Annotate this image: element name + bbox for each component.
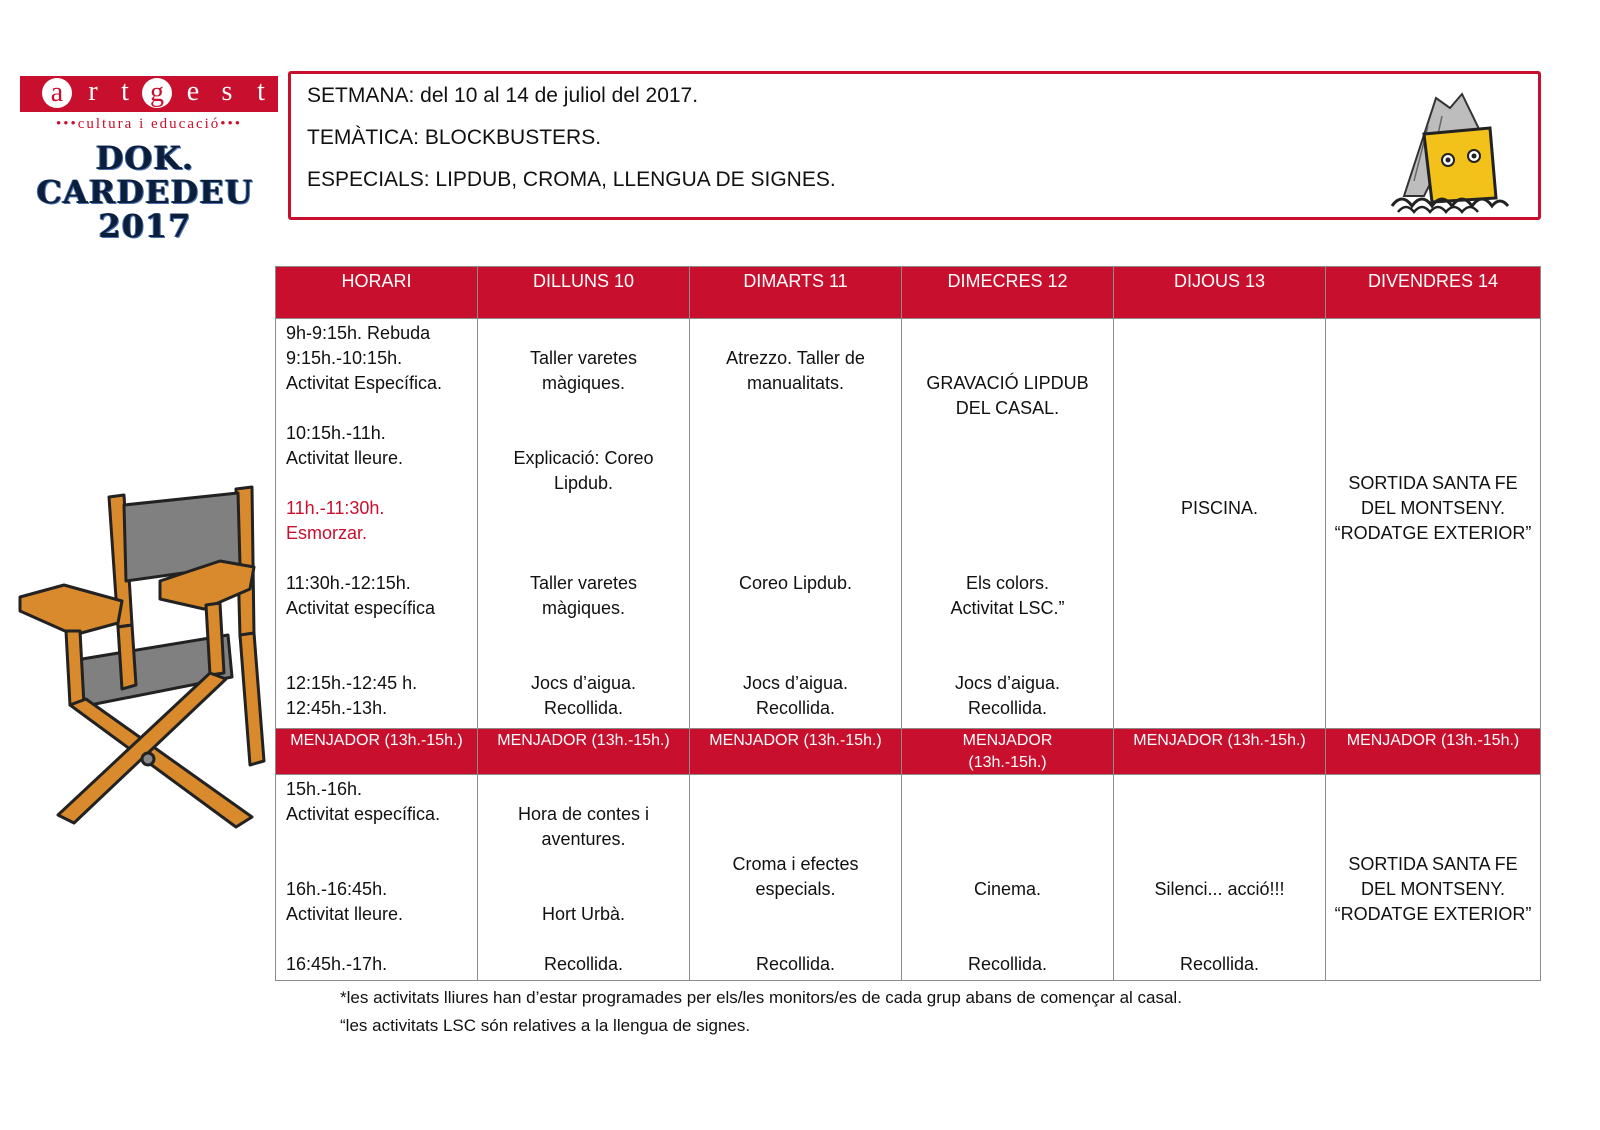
morning-dimarts-cell — [690, 319, 902, 729]
activity: Coreo Lipdub. — [738, 573, 853, 593]
weekly-schedule-table — [275, 266, 1541, 981]
lunch-time: (13h.-15h.) — [968, 754, 1047, 771]
activity: “RODATGE EXTERIOR” — [1334, 904, 1532, 924]
afternoon-horari-cell — [276, 775, 478, 981]
activity: Hora de contes i — [517, 804, 650, 824]
column-header-dijous: DIJOUS 13 — [1114, 267, 1326, 319]
week-theme: TEMÀTICA: BLOCKBUSTERS. — [307, 126, 602, 149]
lunch-horari-cell: MENJADOR (13h.-15h.) — [276, 729, 478, 775]
logo-letter: s — [221, 76, 233, 107]
activity-label: Activitat específica — [286, 598, 436, 618]
morning-divendres-cell — [1326, 319, 1541, 729]
activity: DEL MONTSENY. — [1360, 498, 1506, 518]
week-specials: ESPECIALS: LIPDUB, CROMA, LLENGUA DE SIGNES. — [307, 168, 836, 191]
activity: Cinema. — [973, 879, 1042, 899]
activity: màgiques. — [541, 598, 626, 618]
logo-letter: a — [42, 78, 72, 108]
activity: Taller varetes — [529, 348, 638, 368]
activity: Jocs d’aigua. — [530, 673, 637, 693]
afternoon-dimarts-cell — [690, 775, 902, 981]
event-title-line: DOK. — [95, 139, 195, 177]
activity: Lipdub. — [553, 473, 614, 493]
activity: Recollida. — [755, 698, 836, 718]
activity: Activitat LSC.” — [950, 598, 1065, 618]
activity-label: Activitat lleure. — [286, 904, 404, 924]
activity: Taller varetes — [529, 573, 638, 593]
activity: Recollida. — [967, 954, 1048, 974]
time-slot: 12:45h.-13h. — [286, 698, 388, 718]
event-title-line: 2017 — [98, 207, 192, 245]
activity: Recollida. — [1179, 954, 1260, 974]
activity-label: Activitat Específica. — [286, 373, 443, 393]
logo-letter: g — [142, 78, 172, 108]
time-slot: 15h.-16h. — [286, 779, 363, 799]
footnote-leisure: *les activitats lliures han d’estar programades per els/les monitors/es de cada grup abans de començar al casal. — [340, 988, 1182, 1007]
mountain-mascot-icon — [1384, 86, 1514, 218]
lunch-dilluns-cell: MENJADOR (13h.-15h.) — [478, 729, 690, 775]
column-header-divendres: DIVENDRES 14 — [1326, 267, 1541, 319]
column-header-dimecres: DIMECRES 12 — [902, 267, 1114, 319]
lunch-dijous-cell: MENJADOR (13h.-15h.) — [1114, 729, 1326, 775]
activity: Els colors. — [965, 573, 1050, 593]
activity: DEL CASAL. — [955, 398, 1060, 418]
lunch-dimecres-cell — [902, 729, 1114, 775]
footnote-lsc: “les activitats LSC són relatives a la llengua de signes. — [340, 1016, 751, 1035]
activity: manualitats. — [746, 373, 845, 393]
time-slot: 11:30h.-12:15h. — [286, 573, 411, 593]
activity: Recollida. — [755, 954, 836, 974]
column-header-dilluns: DILLUNS 10 — [478, 267, 690, 319]
time-slot: 12:15h.-12:45 h. — [286, 673, 418, 693]
activity: Recollida. — [967, 698, 1048, 718]
logo-bar — [20, 76, 278, 112]
activity: Silenci... acció!!! — [1154, 879, 1285, 899]
lunch-dimarts-cell: MENJADOR (13h.-15h.) — [690, 729, 902, 775]
activity: Jocs d’aigua. — [954, 673, 1061, 693]
afternoon-dilluns-cell — [478, 775, 690, 981]
activity: Atrezzo. Taller de — [726, 348, 865, 368]
morning-horari-cell — [276, 319, 478, 729]
activity: aventures. — [541, 829, 626, 849]
event-title — [20, 141, 270, 243]
activity: PISCINA. — [1180, 498, 1259, 518]
afternoon-dimecres-cell — [902, 775, 1114, 981]
lunch-label: MENJADOR — [962, 732, 1053, 749]
time-slot: 9:15h.-10:15h. — [286, 348, 403, 368]
activity: SORTIDA SANTA FE — [1348, 473, 1518, 493]
director-chair-icon — [14, 485, 279, 845]
morning-dilluns-cell — [478, 319, 690, 729]
activity: Hort Urbà. — [541, 904, 626, 924]
time-slot: 16h.-16:45h. — [286, 879, 388, 899]
logo-letter: t — [257, 76, 265, 107]
activity-label: Esmorzar. — [286, 523, 368, 543]
activity: “RODATGE EXTERIOR” — [1334, 523, 1532, 543]
activity: GRAVACIÓ LIPDUB — [926, 373, 1089, 393]
artgest-logo — [20, 76, 280, 243]
time-slot: 16:45h.-17h. — [286, 954, 388, 974]
activity: Recollida. — [543, 698, 624, 718]
activity: Croma i efectes — [732, 854, 859, 874]
morning-dimecres-cell — [902, 319, 1114, 729]
activity: Recollida. — [543, 954, 624, 974]
event-title-line: CARDEDEU — [36, 173, 254, 211]
week-info-box — [288, 71, 1541, 220]
time-slot: 11h.-11:30h. — [286, 498, 385, 518]
afternoon-divendres-cell — [1326, 775, 1541, 981]
lunch-divendres-cell: MENJADOR (13h.-15h.) — [1326, 729, 1541, 775]
time-slot: 10:15h.-11h. — [286, 423, 386, 443]
activity-label: Activitat específica. — [286, 804, 441, 824]
activity: màgiques. — [541, 373, 626, 393]
week-dates: SETMANA: del 10 al 14 de juliol del 2017. — [307, 84, 699, 107]
activity: Jocs d’aigua. — [742, 673, 849, 693]
logo-letter: r — [88, 76, 98, 107]
morning-dijous-cell — [1114, 319, 1326, 729]
afternoon-dijous-cell — [1114, 775, 1326, 981]
activity: SORTIDA SANTA FE — [1348, 854, 1518, 874]
activity: Explicació: Coreo — [513, 448, 654, 468]
column-header-horari: HORARI — [276, 267, 478, 319]
logo-letter: t — [121, 76, 129, 107]
logo-letter: e — [186, 76, 200, 107]
column-header-dimarts: DIMARTS 11 — [690, 267, 902, 319]
time-slot: 9h-9:15h. Rebuda — [286, 323, 431, 343]
activity: DEL MONTSENY. — [1360, 879, 1506, 899]
activity-label: Activitat lleure. — [286, 448, 404, 468]
activity: especials. — [755, 879, 836, 899]
logo-subtitle: •••cultura i educació••• — [55, 116, 243, 132]
